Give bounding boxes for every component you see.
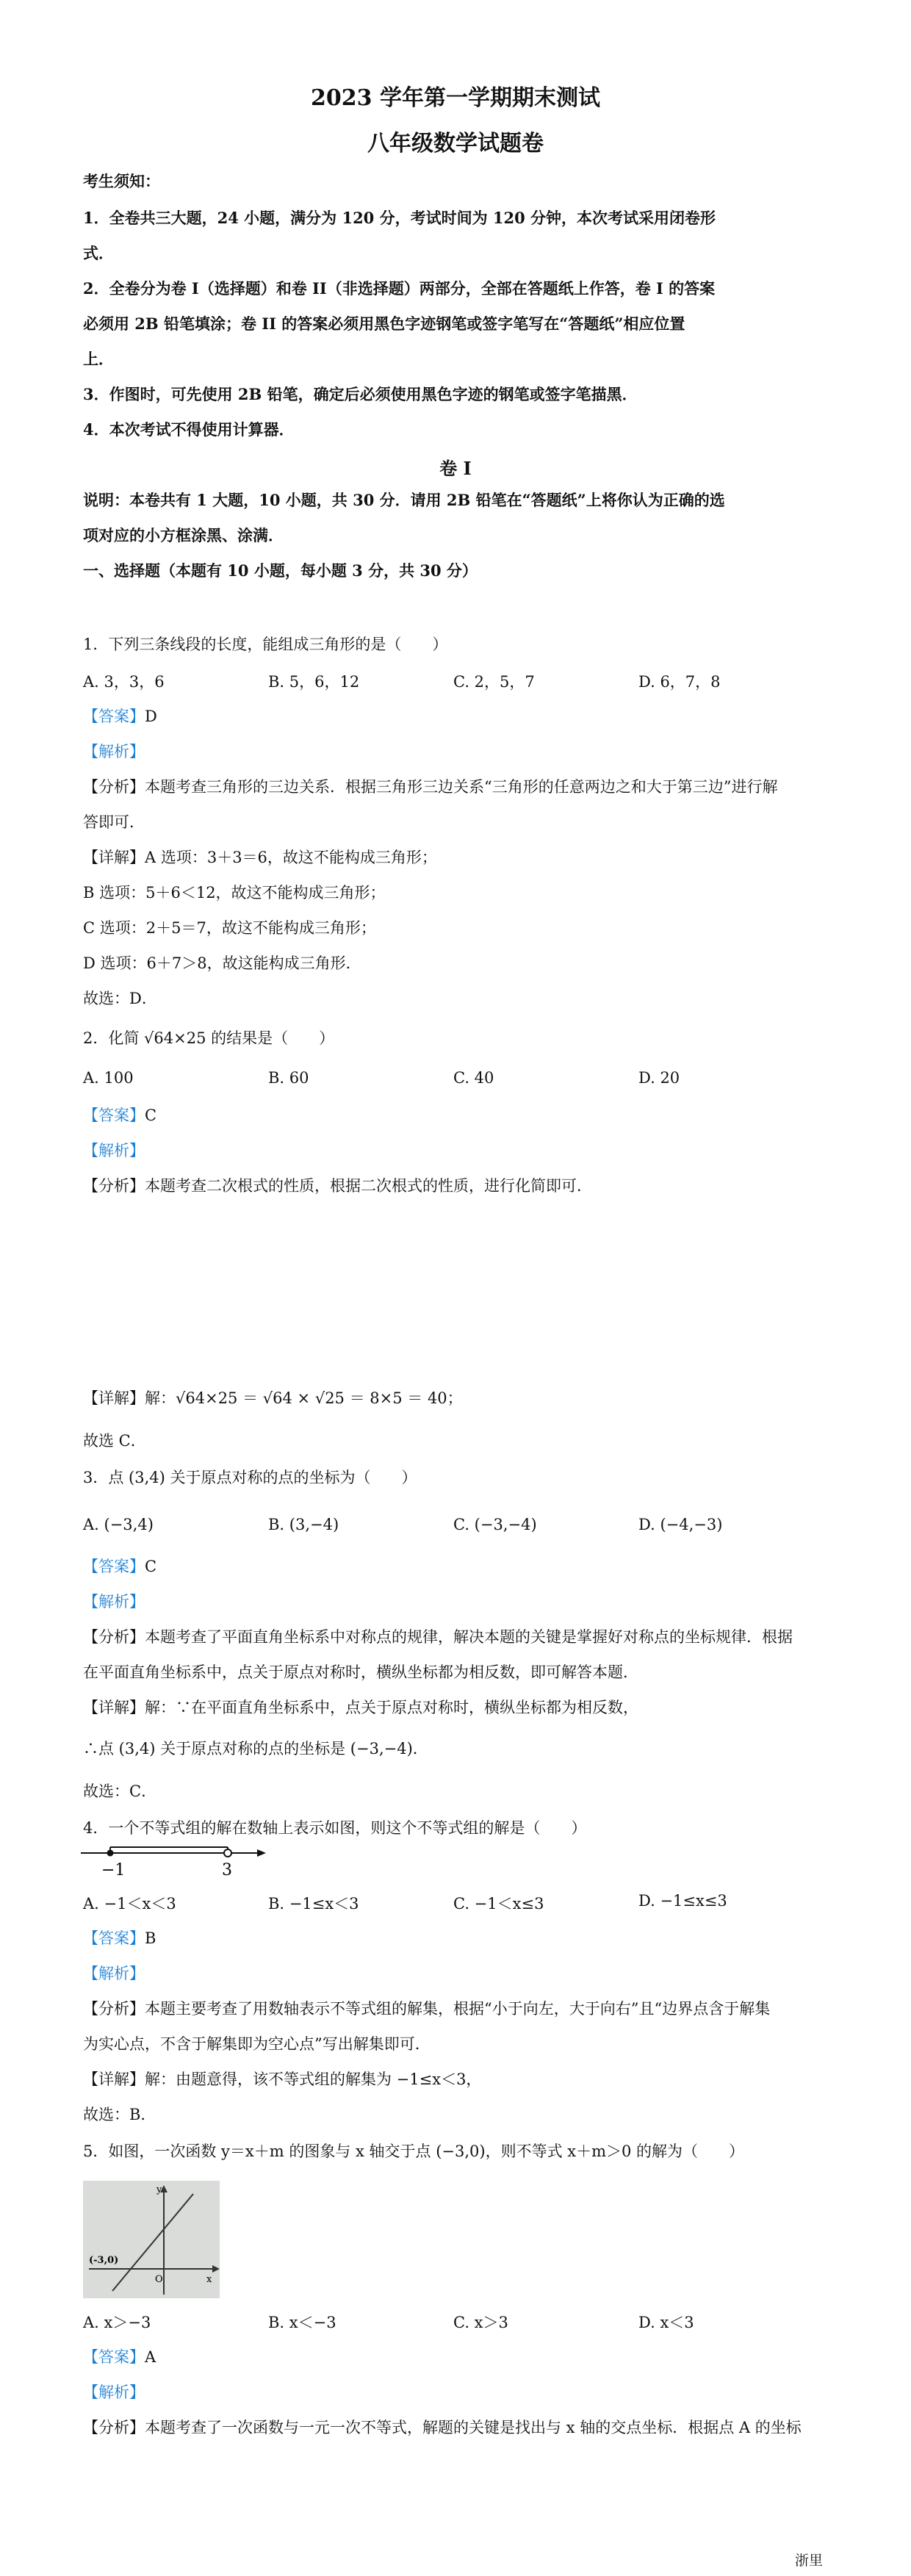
answer-value: D <box>145 708 157 725</box>
option-b: B. 60 <box>268 1069 309 1087</box>
exam-subtitle: 八年级数学试题卷 <box>367 131 544 156</box>
analysis-text: 【分析】本题考查二次根式的性质，根据二次根式的性质，进行化简即可． <box>83 1177 592 1195</box>
answer-line <box>83 1555 828 1577</box>
option-a: A. −1＜x＜3 <box>83 1895 176 1913</box>
linear-function-graph <box>83 2181 220 2298</box>
hollow-point <box>224 1849 231 1857</box>
notice-line: 必须用 2B 铅笔填涂；卷 II 的答案必须用黑色字迹钢笔或签字笔写在“答题纸”相应位置 <box>83 314 685 333</box>
axis-arrow <box>257 1849 266 1857</box>
option-b: B. x＜−3 <box>268 2314 336 2331</box>
option-b: B. 5，6，12 <box>268 673 360 691</box>
answer-value: C <box>145 1107 157 1124</box>
answer-line <box>83 1927 828 1949</box>
answer-label: 【答案】 <box>83 1929 145 1947</box>
option-a: A. (−3,4) <box>83 1516 154 1533</box>
notice-line: 1．全卷共三大题，24 小题，满分为 120 分，考试时间为 120 分钟，本次考试采用闭卷形 <box>83 209 716 227</box>
y-label: y <box>156 2184 162 2195</box>
analysis-label: 【解析】 <box>83 1593 145 1611</box>
conclusion: 故选：B． <box>83 2106 156 2123</box>
question-stem: 2．化简 √64×25 的结果是（ ） <box>83 1029 335 1047</box>
answer-label: 【答案】 <box>83 708 145 725</box>
solid-point <box>107 1850 114 1857</box>
detail-text: D 选项：6＋7＞8，故这能构成三角形． <box>83 954 361 972</box>
question-stem: 1．下列三条线段的长度，能组成三角形的是（ ） <box>83 636 448 653</box>
analysis-text: 【分析】本题考查了一次函数与一元一次不等式，解题的关键是找出与 x 轴的交点坐标．根据点 A 的坐标 <box>83 2419 802 2436</box>
answer-label: 【答案】 <box>83 1558 145 1575</box>
option-d: D. −1≤x≤3 <box>638 1892 727 1910</box>
answer-line <box>83 2346 828 2368</box>
analysis-label: 【解析】 <box>83 743 145 760</box>
option-d: D. 20 <box>638 1069 680 1087</box>
answer-line <box>83 705 828 727</box>
detail-text: B 选项：5＋6＜12，故这不能构成三角形； <box>83 884 386 902</box>
detail-text: 【详解】解：√64×25 ＝ √64 × √25 ＝ 8×5 ＝ 40； <box>83 1389 463 1407</box>
analysis-text: 【分析】本题主要考查了用数轴表示不等式组的解集，根据“小于向左，大于向右”且“边界点含于解集 <box>83 2000 771 2018</box>
option-c: C. −1＜x≤3 <box>453 1895 544 1913</box>
analysis-text: 为实心点，不含于解集即为空心点”写出解集即可． <box>83 2035 431 2053</box>
detail-text: 【详解】A 选项：3＋3＝6，故这不能构成三角形； <box>83 849 437 866</box>
answer-label: 【答案】 <box>83 2348 145 2366</box>
section-desc: 说明：本卷共有 1 大题，10 小题，共 30 分．请用 2B 铅笔在“答题纸”上将你认为正确的选 <box>83 491 725 509</box>
notice-line: 2．全卷分为卷 I（选择题）和卷 II（非选择题）两部分，全部在答题纸上作答，卷 I 的答案 <box>83 279 716 298</box>
option-c: C. 2，5，7 <box>453 673 535 691</box>
conclusion: 故选：C． <box>83 1782 157 1800</box>
answer-value: B <box>145 1929 156 1947</box>
answer-label: 【答案】 <box>83 1107 145 1124</box>
axis-label-minus1: −1 <box>101 1861 126 1879</box>
function-line <box>112 2194 193 2291</box>
analysis-label: 【解析】 <box>83 2383 145 2401</box>
origin-label: O <box>155 2274 163 2285</box>
detail-text: 【详解】解：∵在平面直角坐标系中，点关于原点对称时，横纵坐标都为相反数， <box>83 1699 638 1716</box>
option-b: B. (3,−4) <box>268 1516 339 1533</box>
axis-label-3: 3 <box>222 1861 232 1879</box>
option-a: A. x＞−3 <box>83 2314 151 2331</box>
analysis-text: 【分析】本题考查三角形的三边关系．根据三角形三边关系“三角形的任意两边之和大于第三边”进行解 <box>83 778 778 796</box>
notice-line: 3．作图时，可先使用 2B 铅笔，确定后必须使用黑色字迹的钢笔或签字笔描黑． <box>83 385 638 403</box>
conclusion: 故选 C． <box>83 1432 146 1450</box>
option-c: C. 40 <box>453 1069 494 1087</box>
section-desc: 项对应的小方框涂黑、涂满． <box>83 526 284 544</box>
exam-title: 2023 学年第一学期期末测试 <box>311 85 600 111</box>
x-label: x <box>206 2274 212 2285</box>
point-label: (-3,0) <box>89 2255 119 2266</box>
option-a: A. 100 <box>83 1069 134 1087</box>
answer-value: C <box>145 1558 157 1575</box>
analysis-text: 答即可． <box>83 813 145 831</box>
notice-line: 上． <box>83 350 114 368</box>
notice-line: 式． <box>83 244 114 262</box>
option-c: C. (−3,−4) <box>453 1516 537 1533</box>
analysis-label: 【解析】 <box>83 1965 145 1982</box>
option-d: D. (−4,−3) <box>638 1516 723 1533</box>
option-c: C. x＞3 <box>453 2314 508 2331</box>
number-line-figure <box>81 1837 272 1881</box>
answer-value: A <box>145 2348 156 2366</box>
option-a: A. 3，3，6 <box>83 673 165 691</box>
part-heading: 一、选择题（本题有 10 小题，每小题 3 分，共 30 分） <box>83 561 478 580</box>
option-d: D. 6，7，8 <box>638 673 721 691</box>
section-title: 卷 I <box>439 458 472 479</box>
option-b: B. −1≤x＜3 <box>268 1895 359 1913</box>
question-stem: 4．一个不等式组的解在数轴上表示如图，则这个不等式组的解是（ ） <box>83 1819 587 1837</box>
analysis-label: 【解析】 <box>83 1142 145 1159</box>
detail-text: 【详解】解：由题意得，该不等式组的解集为 −1≤x＜3， <box>83 2070 482 2088</box>
notice-heading: 考生须知： <box>83 172 160 190</box>
analysis-text: 在平面直角坐标系中，点关于原点对称时，横纵坐标都为相反数，即可解答本题． <box>83 1663 638 1681</box>
question-stem: 3．点 (3,4) 关于原点对称的点的坐标为（ ） <box>83 1469 417 1486</box>
analysis-text: 【分析】本题考查了平面直角坐标系中对称点的规律，解决本题的关键是掌握好对称点的坐标规律．根据 <box>83 1628 793 1646</box>
detail-text: ∴点 (3,4) 关于原点对称的点的坐标是 (−3,−4)． <box>83 1740 428 1757</box>
notice-line: 4．本次考试不得使用计算器． <box>83 420 295 439</box>
detail-text: C 选项：2＋5＝7，故这不能构成三角形； <box>83 919 376 937</box>
page-footer: 浙里 <box>795 2552 824 2569</box>
answer-line <box>83 1104 828 1126</box>
question-stem: 5．如图，一次函数 y＝x＋m 的图象与 x 轴交于点 (−3,0)，则不等式 x＋m＞0 的解为（ ） <box>83 2143 745 2160</box>
detail-text: 故选：D． <box>83 990 157 1007</box>
option-d: D. x＜3 <box>638 2314 694 2331</box>
